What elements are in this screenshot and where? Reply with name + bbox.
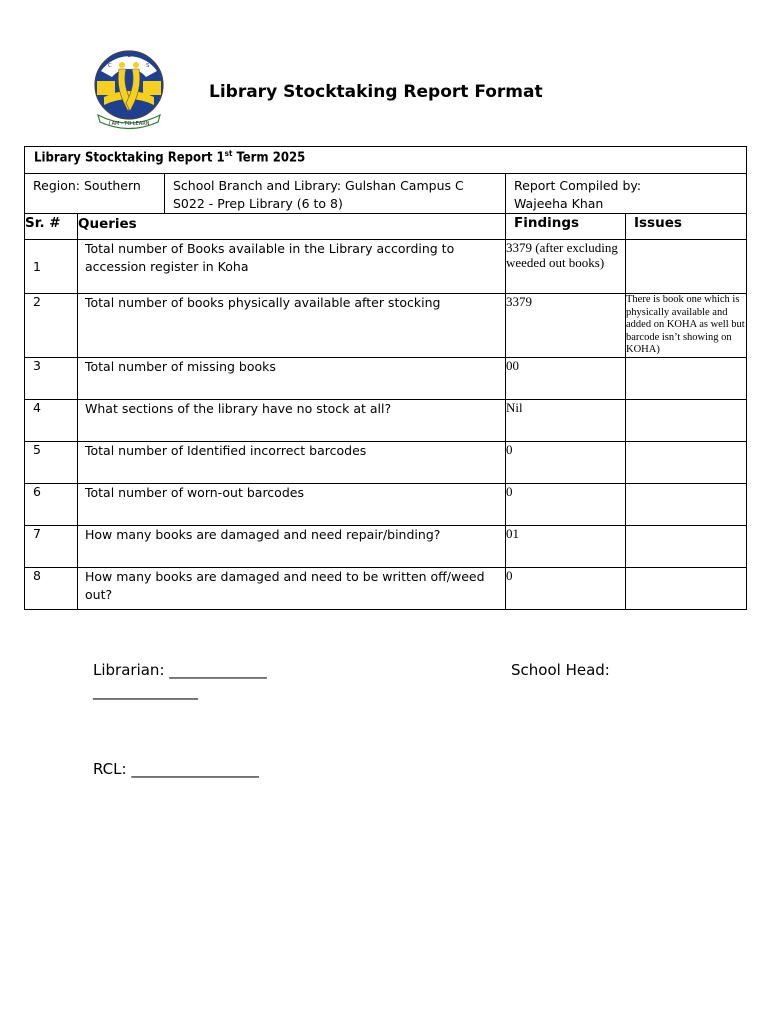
report-title: Library Stocktaking Report 1st Term 2025 [25, 147, 747, 174]
table-row [25, 240, 747, 294]
row-finding: 3379 [506, 294, 626, 358]
table-row [25, 357, 747, 399]
row-issue [626, 399, 747, 441]
row-sr: 6 [25, 483, 78, 525]
row-issue [626, 483, 747, 525]
row-sr: 5 [25, 441, 78, 483]
logo-motto: I AM - TO LEARN [108, 121, 150, 127]
row-query: How many books are damaged and need repair/binding? [78, 525, 506, 567]
row-sr: 1 [25, 240, 78, 294]
row-issue [626, 357, 747, 399]
compiled-by-cell [506, 174, 747, 214]
region-cell: Region: Southern [25, 174, 165, 214]
table-row [25, 567, 747, 609]
row-query: Total number of books physically available after stocking [78, 294, 506, 358]
row-issue [626, 567, 747, 609]
row-sr: 8 [25, 567, 78, 609]
column-header-issues: Issues [626, 214, 747, 240]
row-query: Total number of Identified incorrect barcodes [78, 441, 506, 483]
svg-text:L: L [127, 53, 131, 59]
school-logo [88, 45, 170, 131]
page-title: Library Stocktaking Report Format [209, 82, 543, 102]
row-issue: There is book one which is physically available and added on KOHA as well but barcode isn’t showing on KOHA) [626, 294, 745, 355]
school-branch-cell: School Branch and Library: Gulshan Campus C S022 - Prep Library (6 to 8) [165, 174, 506, 214]
row-finding: 00 [506, 357, 626, 399]
row-query: How many books are damaged and need to be written off/weed out? [78, 567, 506, 609]
row-finding: 3379 (after excluding weeded out books) [506, 240, 626, 294]
svg-text:S: S [146, 63, 150, 69]
column-header-sr: Sr. # [25, 214, 78, 240]
row-finding: 0 [506, 483, 626, 525]
compiled-by-name: Wajeeha Khan [514, 196, 604, 211]
librarian-signature-line: Librarian: _____________ [93, 661, 267, 679]
row-finding: 01 [506, 525, 626, 567]
row-finding: 0 [506, 567, 626, 609]
row-query: What sections of the library have no stock at all? [78, 399, 506, 441]
row-finding: Nil [506, 399, 626, 441]
rcl-signature-line: RCL: _________________ [93, 760, 259, 778]
row-sr: 2 [25, 294, 78, 358]
compiled-by-label: Report Compiled by: [514, 178, 642, 193]
row-query: Total number of Books available in the Library according to accession register in Koha [78, 240, 506, 294]
table-row [25, 483, 747, 525]
table-row [25, 294, 747, 358]
table-row [25, 525, 747, 567]
svg-text:C: C [108, 63, 112, 69]
table-row [25, 399, 747, 441]
row-sr: 4 [25, 399, 78, 441]
row-query: Total number of worn-out barcodes [78, 483, 506, 525]
row-issue [626, 240, 747, 294]
row-query: Total number of missing books [78, 357, 506, 399]
row-finding: 0 [506, 441, 626, 483]
column-header-queries: Queries [78, 214, 506, 240]
column-header-findings: Findings [506, 214, 626, 240]
table-row [25, 441, 747, 483]
row-issue [626, 441, 747, 483]
row-sr: 3 [25, 357, 78, 399]
row-sr: 7 [25, 525, 78, 567]
school-head-label: School Head: [511, 661, 610, 679]
row-issue [626, 525, 747, 567]
school-head-signature-line: ______________ [93, 682, 198, 700]
stocktaking-report-table [24, 146, 747, 610]
